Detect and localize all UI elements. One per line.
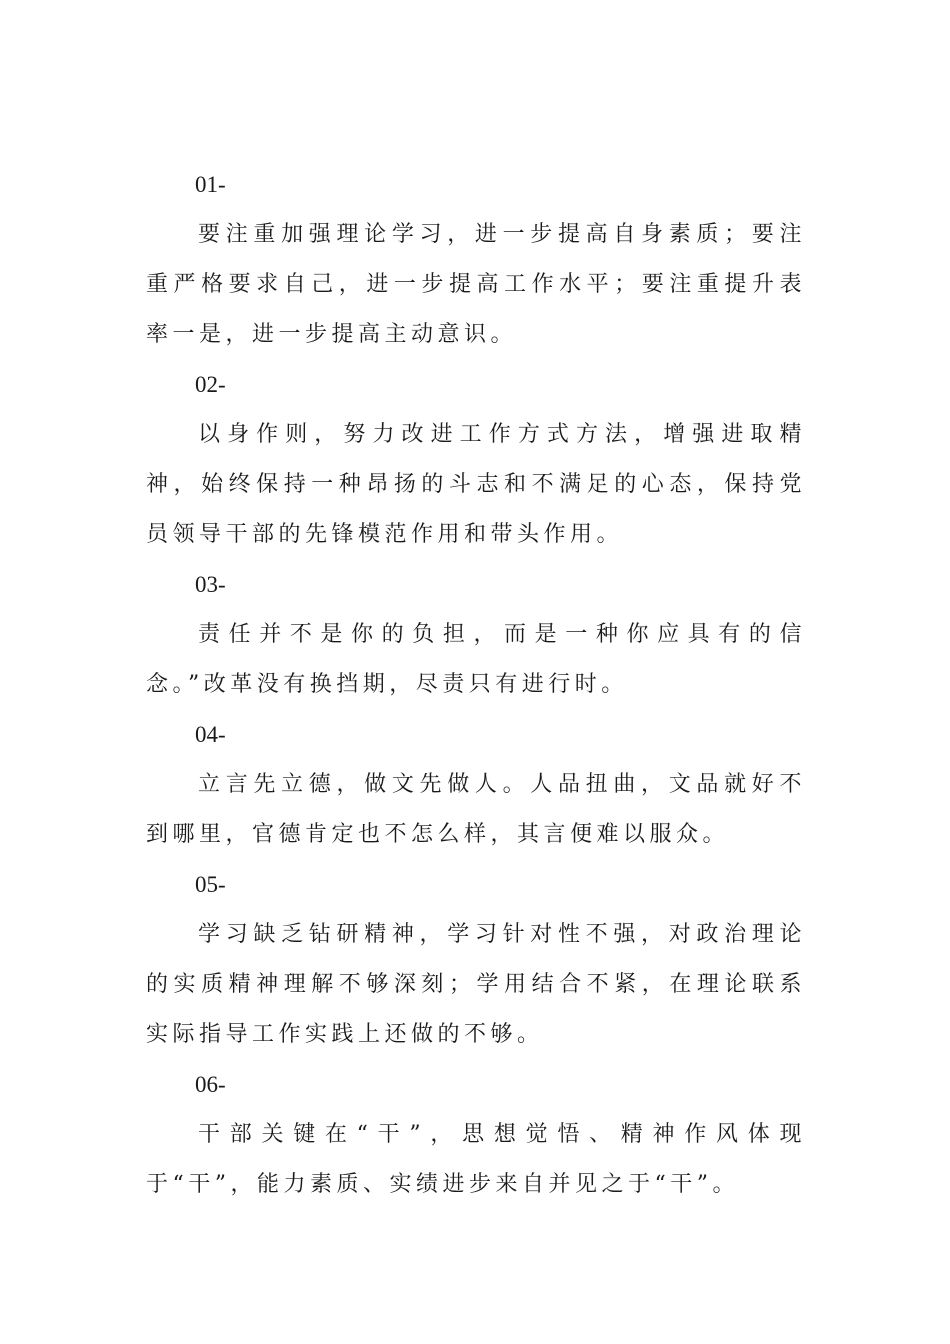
- section-number: 04-: [195, 722, 226, 747]
- section-01: [146, 160, 806, 360]
- section-paragraph: 学习缺乏钻研精神，学习针对性不强，对政治理论的实质精神理解不够深刻；学用结合不紧，在理论联系实际指导工作实践上还做的不够。: [146, 922, 806, 1047]
- section-number: 06-: [195, 1072, 226, 1097]
- section-paragraph: 以身作则，努力改进工作方式方法，增强进取精神，始终保持一种昂扬的斗志和不满足的心态，保持党员领导干部的先锋模范作用和带头作用。: [146, 422, 806, 547]
- section-number: 02-: [195, 372, 226, 397]
- section-05: [146, 860, 806, 1060]
- section-paragraph: 干部关键在“干”，思想觉悟、精神作风体现于“干”，能力素质、实绩进步来自并见之于“干”。: [146, 1122, 806, 1197]
- section-04: [146, 710, 806, 860]
- section-06: [146, 1060, 806, 1210]
- section-paragraph: 要注重加强理论学习，进一步提高自身素质；要注重严格要求自己，进一步提高工作水平；要注重提升表率一是，进一步提高主动意识。: [146, 222, 806, 347]
- section-number: 01-: [195, 172, 226, 197]
- section-02: [146, 360, 806, 560]
- section-paragraph: 立言先立德，做文先做人。人品扭曲，文品就好不到哪里，官德肯定也不怎么样，其言便难以服众。: [146, 772, 806, 847]
- section-number: 03-: [195, 572, 226, 597]
- document-page: [146, 160, 806, 1210]
- section-paragraph: 责任并不是你的负担，而是一种你应具有的信念。”改革没有换挡期，尽责只有进行时。: [146, 622, 806, 697]
- section-number: 05-: [195, 872, 226, 897]
- section-03: [146, 560, 806, 710]
